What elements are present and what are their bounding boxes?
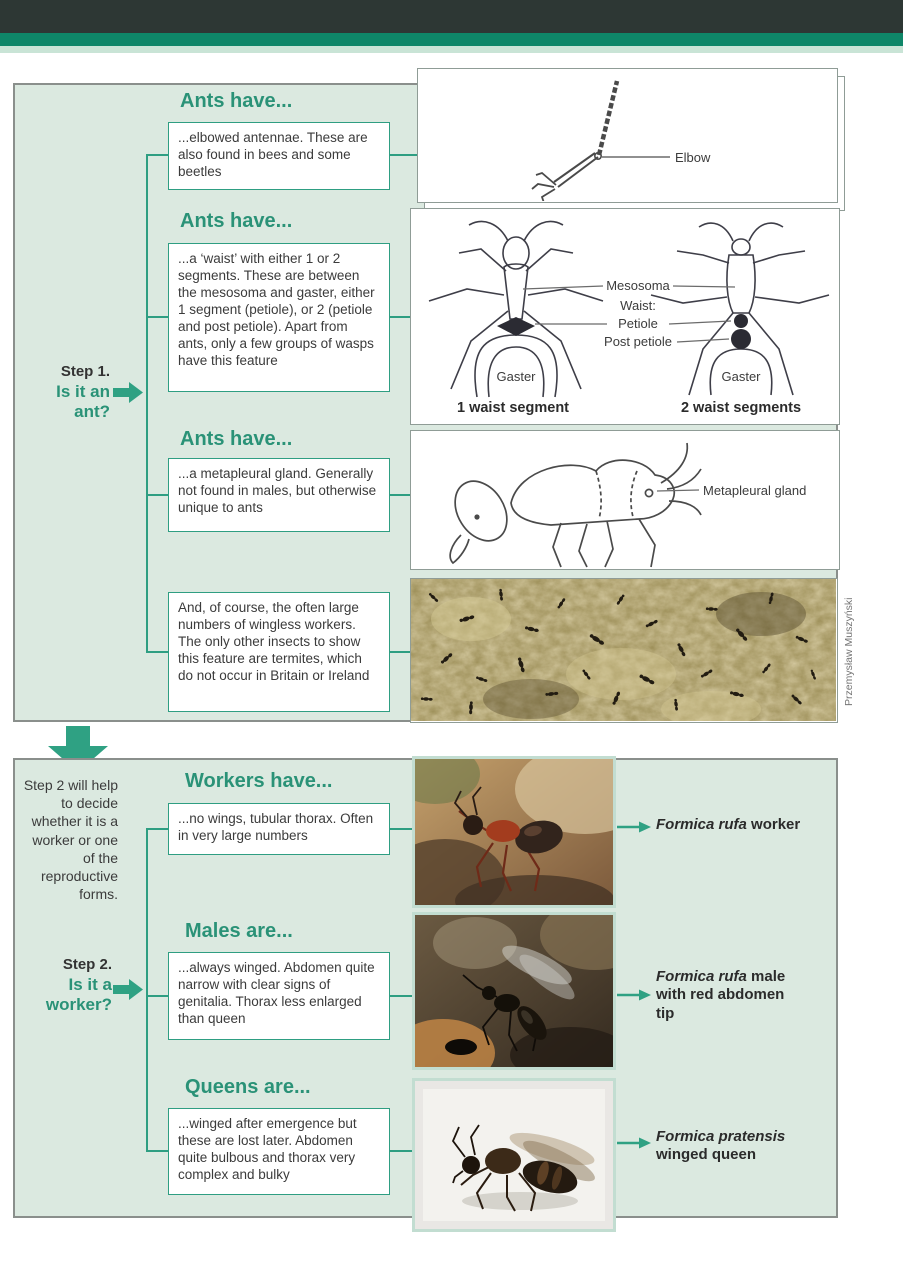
top-bar-green — [0, 33, 903, 46]
top-bar-dark — [0, 0, 903, 33]
gaster-label: Gaster — [721, 369, 761, 384]
connector-line — [390, 995, 412, 997]
gland-drawing — [411, 431, 838, 568]
section-header: Ants have... — [180, 90, 293, 112]
one-waist-caption: 1 waist segment — [456, 400, 570, 416]
male-photo — [412, 912, 616, 1070]
waist-diagram-figure — [410, 208, 840, 425]
caption-arrow-icon — [617, 1135, 651, 1151]
connector-line — [146, 316, 168, 318]
connector-line — [390, 1150, 412, 1152]
species-name: Formica pratensis — [656, 1128, 786, 1145]
species-name: Formica rufa — [656, 968, 747, 985]
section-header: Ants have... — [180, 428, 293, 450]
top-bar-pale — [0, 46, 903, 53]
worker-image — [415, 759, 613, 905]
elbow-label: Elbow — [675, 150, 711, 165]
connector-line — [146, 154, 168, 156]
step1-label — [28, 363, 110, 422]
waist-drawing — [411, 209, 838, 423]
section-header: Queens are... — [185, 1076, 311, 1098]
caption-arrow-icon — [617, 987, 651, 1003]
feature-textbox: And, of course, the often large numbers of wingless workers. The only other insects to show this feature are termites, which do not occur in Britain or Ireland — [168, 592, 390, 712]
step2-intro: Step 2 will help to decide whether it is a worker or one of the reproductive forms. — [23, 777, 118, 903]
connector-line — [146, 1150, 168, 1152]
caption-rest: worker — [746, 816, 801, 833]
caption-arrow-icon — [617, 819, 651, 835]
queen-image — [415, 1081, 613, 1229]
step2-number: Step 2. — [62, 956, 112, 973]
caption-rest: winged queen — [656, 1146, 757, 1164]
post-petiole-label: Post petiole — [604, 334, 672, 349]
section-header: Males are... — [185, 920, 293, 942]
elbowed-antenna-figure — [417, 68, 838, 203]
feature-textbox: ...a ‘waist’ with either 1 or 2 segments. These are between the mesosoma and gaster, either 1 segment (petiole), or 2 (petiole and post petiole). Apart from ants, only a few groups of wasps have this feature — [168, 243, 390, 392]
gaster-label: Gaster — [496, 369, 536, 384]
connector-line — [146, 829, 148, 1151]
photo-credit: Przemysław Muszyński — [843, 597, 855, 706]
metapleural-gland-label: Metapleural gland — [703, 483, 807, 498]
feature-textbox: ...winged after emergence but these are lost later. Abdomen quite bulbous and thorax very complex and bulky — [168, 1108, 390, 1195]
step1-number: Step 1. — [60, 363, 110, 380]
queen-caption — [656, 1128, 836, 1165]
connector-line — [146, 155, 148, 652]
antenna-drawing — [418, 69, 836, 201]
step2-label — [24, 956, 112, 1015]
petiole-label: Petiole — [618, 316, 658, 331]
feature-textbox: ...a metapleural gland. Generally not found in males, but otherwise unique to ants — [168, 458, 390, 532]
caption-rest: male with red abdomen tip — [656, 968, 786, 1022]
mesosoma-label: Mesosoma — [606, 278, 670, 293]
queen-photo — [412, 1078, 616, 1232]
step2-question: Is it a worker? — [45, 975, 112, 1015]
ant-colony-image — [411, 579, 836, 721]
male-image — [415, 915, 613, 1067]
connector-line — [390, 316, 412, 318]
male-caption — [656, 968, 806, 1023]
connector-line — [146, 651, 168, 653]
two-waist-caption: 2 waist segments — [680, 400, 802, 416]
section-header: Ants have... — [180, 210, 293, 232]
right-arrow-icon — [113, 381, 144, 404]
worker-caption — [656, 816, 846, 834]
worker-photo — [412, 756, 616, 908]
metapleural-gland-figure — [410, 430, 840, 570]
feature-textbox: ...elbowed antennae. These are also found in bees and some beetles — [168, 122, 390, 190]
connector-line — [146, 828, 168, 830]
connector-line — [390, 828, 412, 830]
connector-line — [390, 154, 417, 156]
connector-line — [390, 494, 412, 496]
connector-line — [390, 651, 412, 653]
connector-line — [146, 995, 168, 997]
feature-textbox: ...always winged. Abdomen quite narrow with clear signs of genitalia. Thorax less enlarged than queen — [168, 952, 390, 1040]
connector-line — [146, 494, 168, 496]
right-arrow-icon — [113, 978, 144, 1001]
species-name: Formica rufa — [656, 816, 747, 833]
feature-textbox: ...no wings, tubular thorax. Often in very large numbers — [168, 803, 390, 855]
step1-question: Is it an ant? — [56, 382, 110, 422]
waist-label: Waist: — [620, 298, 656, 313]
ant-colony-photo — [410, 578, 838, 723]
section-header: Workers have... — [185, 770, 333, 792]
